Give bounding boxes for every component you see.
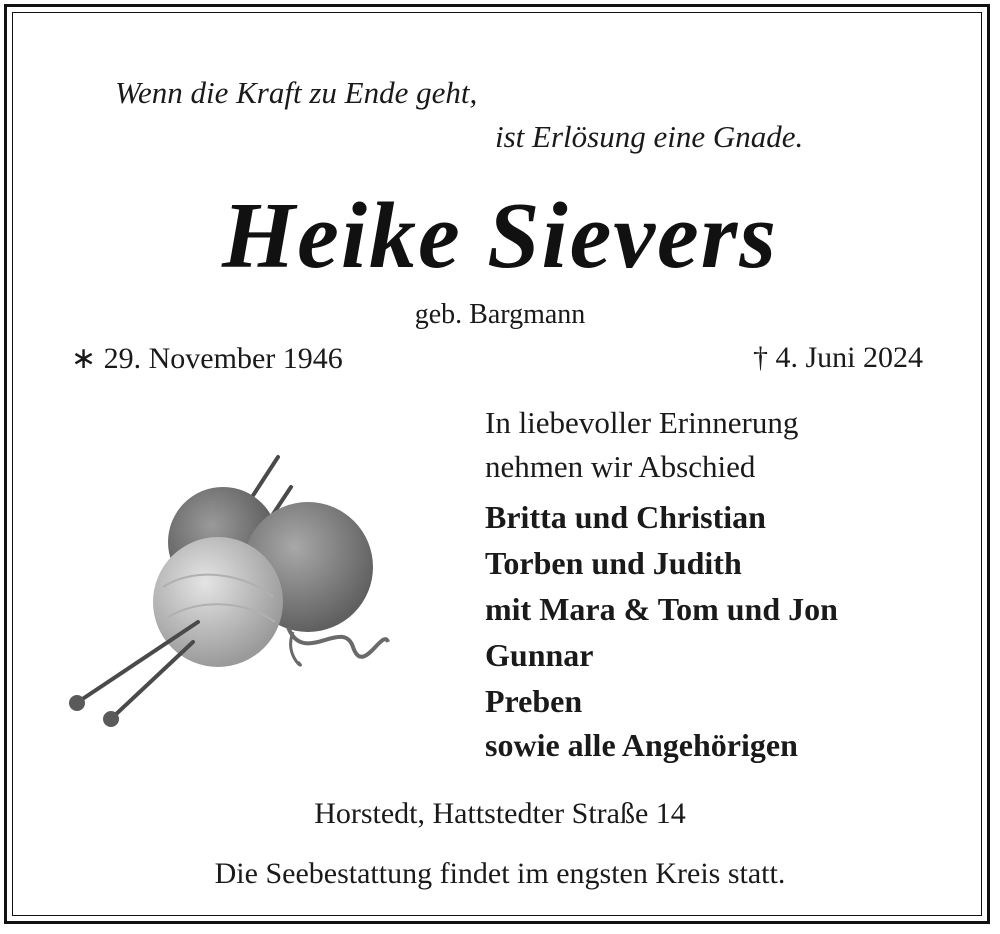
family-member: mit Mara & Tom und Jon <box>485 591 838 627</box>
address: Horstedt, Hattstedter Straße 14 <box>314 797 686 830</box>
quote-line-1: Wenn die Kraft zu Ende geht, <box>115 75 478 110</box>
memorial-line-2: nehmen wir Abschied <box>485 449 756 484</box>
yarn-balls-knitting-needles-icon <box>63 447 403 737</box>
obituary-frame <box>4 4 990 924</box>
burial-note: Die Seebestattung findet im engsten Kreis statt. <box>214 857 786 890</box>
family-member: Britta und Christian <box>485 499 766 535</box>
memorial-line-1: In liebevoller Erinnerung <box>485 405 799 440</box>
family-member: Preben <box>485 683 583 719</box>
deceased-name: Heike Sievers <box>222 184 778 288</box>
quote-line-2: ist Erlösung eine Gnade. <box>495 119 804 154</box>
death-date: † 4. Juni 2024 <box>752 341 923 374</box>
birth-date: ∗ 29. November 1946 <box>71 342 343 375</box>
family-member: Gunnar <box>485 637 594 673</box>
family-member: sowie alle Angehörigen <box>485 727 798 763</box>
family-member: Torben und Judith <box>485 545 742 581</box>
maiden-name: geb. Bargmann <box>414 299 586 330</box>
